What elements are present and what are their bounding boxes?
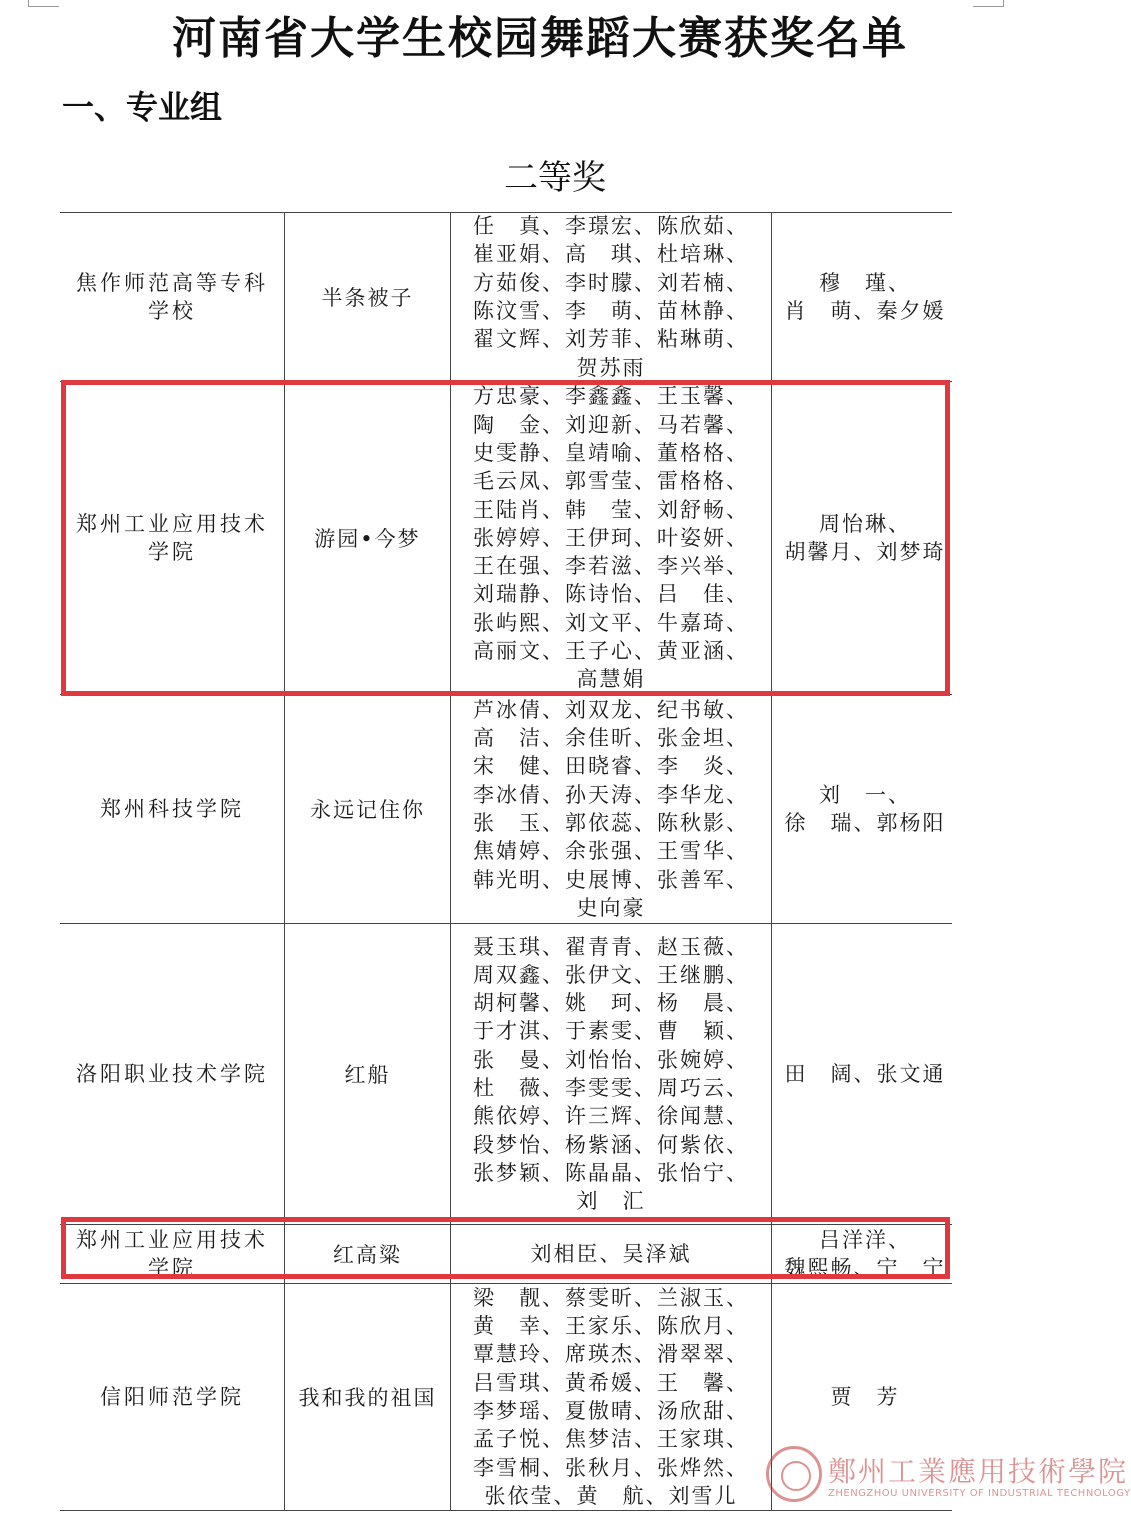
performers-text: 梁 靓、蔡雯昕、兰淑玉、 黄 幸、王家乐、陈欣月、 覃慧玲、席瑛杰、滑翠翠、 吕雪琪、黄希媛、王 馨、 李梦瑶、夏傲晴、汤欣甜、 孟子悦、焦梦洁、王家琪、 李雪桐、张秋月、张烨然、: [473, 1285, 749, 1480]
document-title: 河南省大学生校园舞蹈大赛获奖名单: [172, 13, 908, 64]
performers-text: 方忠豪、李鑫鑫、王玉馨、 陶 金、刘迎新、马若馨、 史雯静、皇靖喻、董格格、 毛云凤、郭雪莹、雷格格、 王陆肖、韩 莹、刘舒畅、 张婷婷、王伊珂、叶姿妍、 王在强、李若滋、李兴举、 刘瑞静、陈诗怡、吕 佳、 张屿熙、刘文平、牛嘉琦、 高丽文、王子心、黄亚涵、: [473, 384, 749, 664]
school-cell: 信阳师范学院: [100, 1385, 244, 1409]
performers-cell: [450, 695, 772, 923]
performers-cell: [450, 1284, 772, 1510]
school-cell: 郑州科技学院: [100, 797, 244, 821]
performers-text: 聂玉琪、翟青青、赵玉薇、 周双鑫、张伊文、王继鹏、 胡柯馨、姚 珂、杨 晨、 于才淇、于素雯、曹 颖、 张 曼、刘怡怡、张婉婷、 杜 薇、李雯雯、周巧云、 熊依婷、许三辉、徐闻慧、 段梦怡、杨紫涵、何紫依、 张梦颖、陈晶晶、张怡宁、: [473, 934, 749, 1185]
teachers-line-2: 田 阔、张文通: [784, 1062, 946, 1086]
work-cell: 红船: [284, 924, 450, 1224]
table-row: [60, 213, 952, 382]
work-cell: 半条被子: [284, 213, 450, 381]
section-heading: 一、专业组: [62, 88, 223, 126]
performers-text: 芦冰倩、刘双龙、纪书敏、 高 洁、余佳昕、张金坦、 宋 健、田晓睿、李 炎、 李冰倩、孙天涛、李华龙、 张 玉、郭依蕊、陈秋影、 焦婧婷、余张强、王雪华、 韩光明、史展博、张善军、: [473, 697, 749, 892]
table-row: [60, 382, 952, 695]
teachers-cell: [772, 382, 952, 694]
performers-last: 刘相臣、吴泽斌: [530, 1241, 692, 1266]
performers-last: 贺苏雨: [576, 355, 646, 380]
performers-last: 张依莹、黄 航、刘雪儿: [484, 1483, 738, 1508]
school-seal-icon: [766, 1446, 822, 1502]
work-cell: 永远记住你: [284, 695, 450, 923]
award-table: [60, 212, 952, 1511]
teachers-line-2: 魏熙畅、宁 宁: [784, 1256, 946, 1280]
teachers-line-2: 贾 芳: [830, 1385, 900, 1409]
teachers-line-1: 穆 瑾、: [819, 271, 911, 295]
performers-cell: [450, 382, 772, 694]
performers-last: 高慧娟: [576, 667, 646, 692]
prize-heading: 二等奖: [504, 158, 606, 198]
teachers-line-2: 胡馨月、刘梦琦: [784, 540, 946, 564]
watermark-english: ZHENGZHOU UNIVERSITY OF INDUSTRIAL TECHNOLOGY: [828, 1488, 1131, 1499]
teachers-cell: [772, 924, 952, 1224]
teachers-line-1: 刘 一、: [819, 783, 911, 807]
teachers-line-1: 周怡琳、: [819, 512, 911, 536]
teachers-cell: [772, 1225, 952, 1283]
school-cell: 焦作师范高等专科学校: [76, 271, 268, 323]
teachers-line-1: 吕洋洋、: [819, 1228, 911, 1252]
table-row: [60, 1225, 952, 1284]
performers-last: 刘 汇: [576, 1189, 646, 1214]
performers-text: 任 真、李璟宏、陈欣茹、 崔亚娟、高 琪、杜培琳、 方茹俊、李时朦、刘若楠、 陈汶雪、李 萌、苗林静、 翟文辉、刘芳菲、粘琳萌、: [473, 214, 749, 352]
performers-cell: [450, 1225, 772, 1283]
work-cell: 我和我的祖国: [284, 1284, 450, 1510]
teachers-line-2: 肖 萌、秦夕媛: [784, 299, 946, 323]
teachers-cell: [772, 213, 952, 381]
performers-last: 史向豪: [576, 895, 646, 920]
performers-cell: [450, 213, 772, 381]
work-cell: 红高粱: [284, 1225, 450, 1283]
table-row: [60, 695, 952, 924]
school-cell: 郑州工业应用技术学院: [76, 512, 268, 564]
watermark-name: 鄭州工業應用技術學院: [828, 1455, 1129, 1488]
performers-cell: [450, 924, 772, 1224]
work-cell: 游园•今梦: [284, 382, 450, 694]
teachers-cell: [772, 695, 952, 923]
school-watermark: [766, 1446, 1131, 1510]
school-cell: 郑州工业应用技术学院: [76, 1228, 268, 1280]
table-row: [60, 924, 952, 1225]
teachers-line-2: 徐 瑞、郭杨阳: [784, 811, 946, 835]
school-cell: 洛阳职业技术学院: [76, 1062, 268, 1086]
